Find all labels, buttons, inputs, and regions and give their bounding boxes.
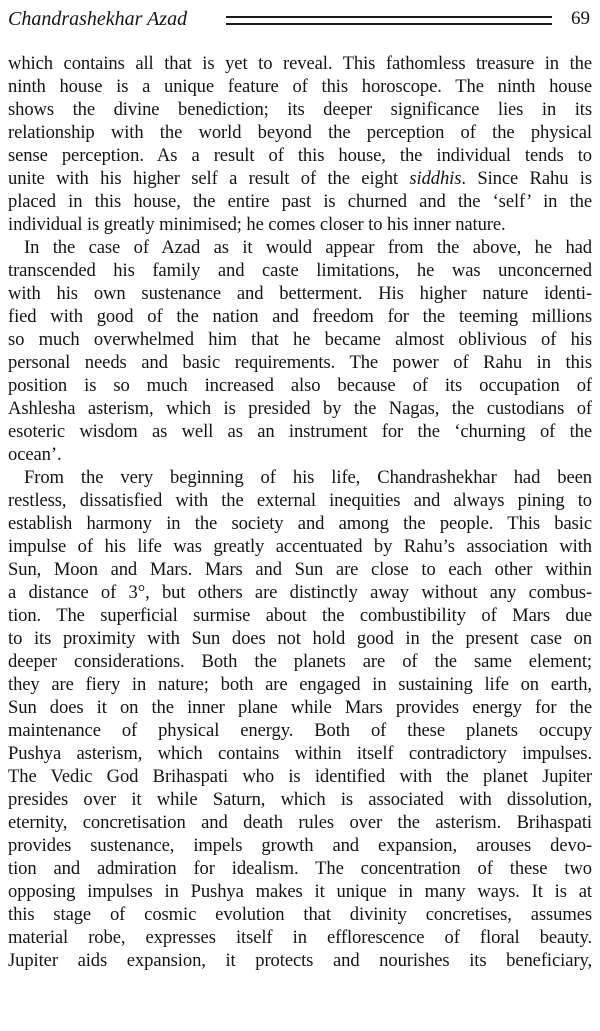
text-line: this stage of cosmic evolution that divinity concretises, assumes [8,904,592,925]
text-line: In the case of Azad as it would appear from the above, he had [24,237,592,258]
text-line: shows the divine benediction; its deeper significance lies in its [8,99,592,120]
header-rule-top [226,16,552,18]
text-line: Ashlesha asterism, which is presided by the Nagas, the custodians of [8,398,592,419]
text-line: unite with his higher self a result of the eight siddhis. Since Rahu is [8,168,592,189]
text-line: transcended his family and caste limitations, he was unconcerned [8,260,592,281]
text-line: fied with good of the nation and freedom for the teeming millions [8,306,592,327]
text-line: Jupiter aids expansion, it protects and nourishes its beneficiary, [8,950,592,971]
text-line: ocean’. [8,444,62,465]
text-line: Pushya asterism, which contains within itself contradictory impulses. [8,743,592,764]
text-line: presides over it while Saturn, which is associated with dissolution, [8,789,592,810]
text-line: tion. The superficial surmise about the combustibility of Mars due [8,605,592,626]
text-line: so much overwhelmed him that he became almost oblivious of his [8,329,592,350]
paragraph [8,466,592,972]
text-line: material robe, expresses itself in efflorescence of floral beauty. [8,927,592,948]
text-line: they are fiery in nature; both are engaged in sustaining life on earth, [8,674,592,695]
text-line: Sun does it on the inner plane while Mars provides energy for the [8,697,592,718]
page-number: 69 [571,8,590,29]
text-line: esoteric wisdom as well as an instrument for the ‘churning of the [8,421,592,442]
text-line: eternity, concretisation and death rules over the asterism. Brihaspati [8,812,592,833]
text-line: sense perception. As a result of this house, the individual tends to [8,145,592,166]
text-line: individual is greatly minimised; he comes closer to his inner nature. [8,214,506,235]
text-line: personal needs and basic requirements. The power of Rahu in this [8,352,592,373]
paragraph [8,52,592,236]
text-line: maintenance of physical energy. Both of these planets occupy [8,720,592,741]
text-line: ninth house is a unique feature of this horoscope. The ninth house [8,76,592,97]
running-head [8,4,592,34]
text-line: Sun, Moon and Mars. Mars and Sun are close to each other within [8,559,592,580]
text-line: establish harmony in the society and among the people. This basic [8,513,592,534]
text-line: which contains all that is yet to reveal. This fathomless treasure in the [8,53,592,74]
text-line: deeper considerations. Both the planets are of the same element; [8,651,592,672]
text-line: impulse of his life was greatly accentuated by Rahu’s association with [8,536,592,557]
text-line: to its proximity with Sun does not hold good in the present case on [8,628,592,649]
book-title: Chandrashekhar Azad [8,8,188,30]
body-text [8,52,592,972]
text-line: provides sustenance, impels growth and expansion, arouses devo- [8,835,592,856]
text-line: restless, dissatisfied with the external inequities and always pining to [8,490,592,511]
text-line: The Vedic God Brihaspati who is identified with the planet Jupiter [8,766,592,787]
text-line: From the very beginning of his life, Chandrashekhar had been [24,467,592,488]
text-line: position is so much increased also because of its occupation of [8,375,592,396]
paragraph [8,236,592,466]
header-rule-bottom [226,23,552,25]
text-line: tion and admiration for idealism. The concentration of these two [8,858,592,879]
text-line: opposing impulses in Pushya makes it unique in many ways. It is at [8,881,592,902]
text-line: relationship with the world beyond the perception of the physical [8,122,592,143]
text-line: with his own sustenance and betterment. His higher nature identi- [8,283,592,304]
text-line: placed in this house, the entire past is churned and the ‘self’ in the [8,191,592,212]
text-line: a distance of 3°, but others are distinctly away without any combus- [8,582,592,603]
